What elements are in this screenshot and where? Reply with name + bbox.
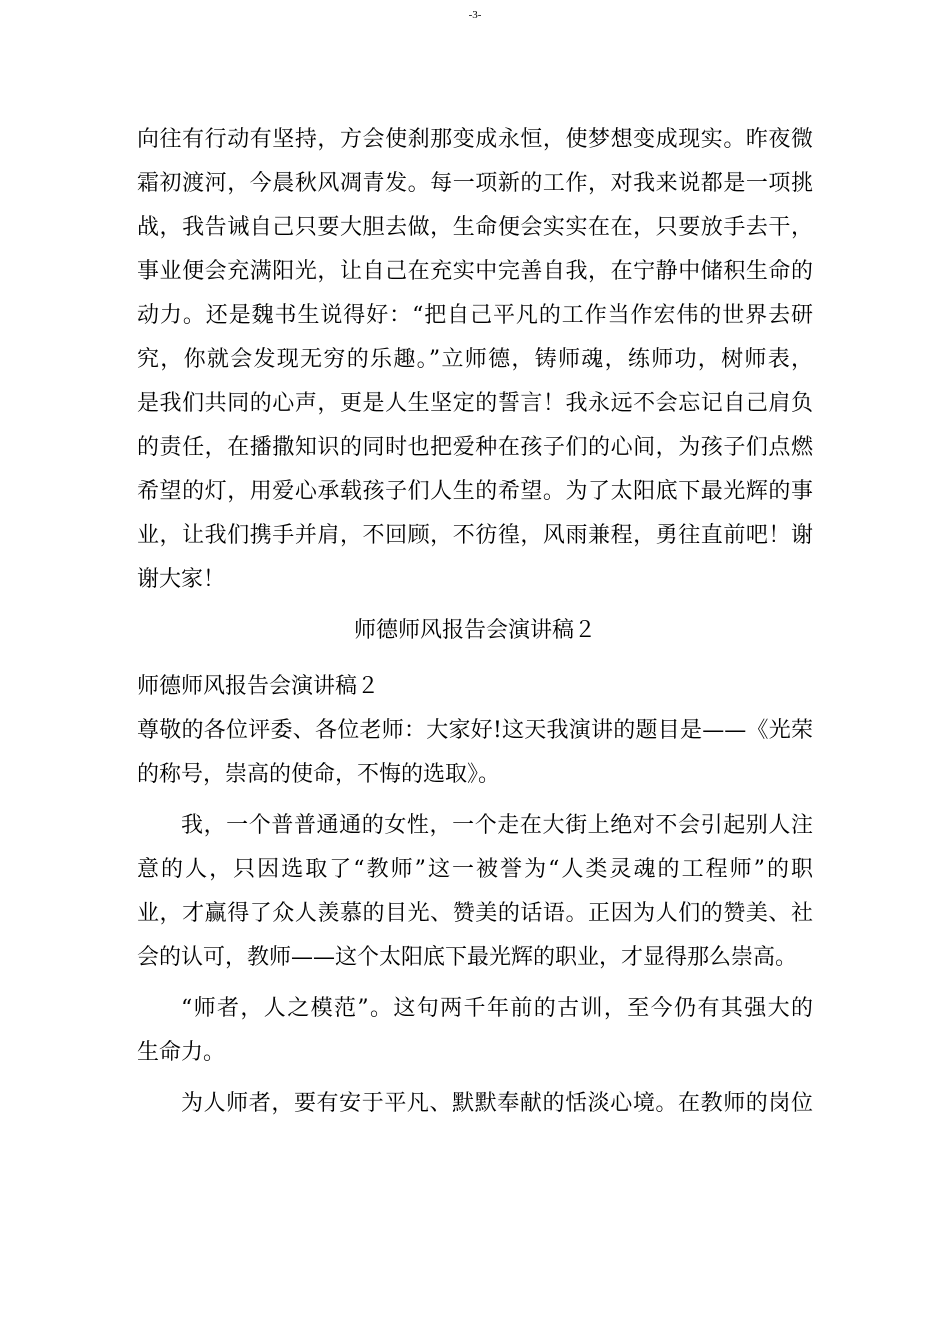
text-line: 希望的灯，用爱心承载孩子们人生的希望。为了太阳底下最光辉的事 — [137, 479, 813, 504]
paragraph-3 — [137, 804, 813, 980]
paragraph-4 — [137, 987, 813, 1075]
text-line: 事业便会充满阳光，让自己在充实中完善自我，在宁静中储积生命的 — [137, 259, 813, 284]
text-line: 动力。还是魏书生说得好：“把自己平凡的工作当作宏伟的世界去研 — [137, 303, 813, 328]
text-line: 的称号，崇高的使命，不悔的选取》。 — [137, 762, 501, 787]
text-line: 霜初渡河，今晨秋风凋青发。每一项新的工作，对我来说都是一项挑 — [137, 171, 813, 196]
paragraph-5 — [137, 1082, 813, 1126]
text-line: 为人师者，要有安于平凡、默默奉献的恬淡心境。在教师的岗位 — [181, 1091, 813, 1116]
section-heading: 师德师风报告会演讲稿２ — [353, 618, 596, 643]
text-line: 尊敬的各位评委、各位老师：大家好!这天我演讲的题目是——《光荣 — [137, 718, 813, 743]
text-line: 是我们共同的心声，更是人生坚定的誓言！我永远不会忘记自己肩负 — [137, 391, 813, 416]
section-subheading: 师德师风报告会演讲稿２ — [137, 674, 380, 699]
paragraph-1 — [137, 118, 813, 602]
text-line: 意的人，只因选取了“教师”这一被誉为“人类灵魂的工程师”的职 — [137, 857, 813, 882]
paragraph-2 — [137, 709, 813, 797]
text-line: 向往有行动有坚持，方会使刹那变成永恒，使梦想变成现实。昨夜微 — [137, 127, 813, 152]
text-line: 谢大家！ — [137, 567, 226, 592]
text-line: 生命力。 — [137, 1040, 226, 1065]
document-body — [137, 118, 813, 1126]
text-line: 的责任，在播撒知识的同时也把爱种在孩子们的心间，为孩子们点燃 — [137, 435, 813, 460]
text-line: “师者，人之模范”。这句两千年前的古训，至今仍有其强大的 — [181, 996, 813, 1021]
text-line: 战，我告诫自己只要大胆去做，生命便会实实在在，只要放手去干， — [137, 215, 813, 240]
page-number: -3- — [468, 9, 482, 21]
text-line: 业，让我们携手并肩，不回顾，不彷徨，风雨兼程，勇往直前吧！谢 — [137, 523, 813, 548]
text-line: 我，一个普普通通的女性，一个走在大街上绝对不会引起别人注 — [181, 813, 813, 838]
text-line: 业，才赢得了众人羡慕的目光、赞美的话语。正因为人们的赞美、社 — [137, 901, 813, 926]
text-line: 究，你就会发现无穷的乐趣。”立师德，铸师魂，练师功，树师表， — [137, 347, 813, 372]
text-line: 会的认可，教师——这个太阳底下最光辉的职业，才显得那么崇高。 — [137, 945, 798, 970]
